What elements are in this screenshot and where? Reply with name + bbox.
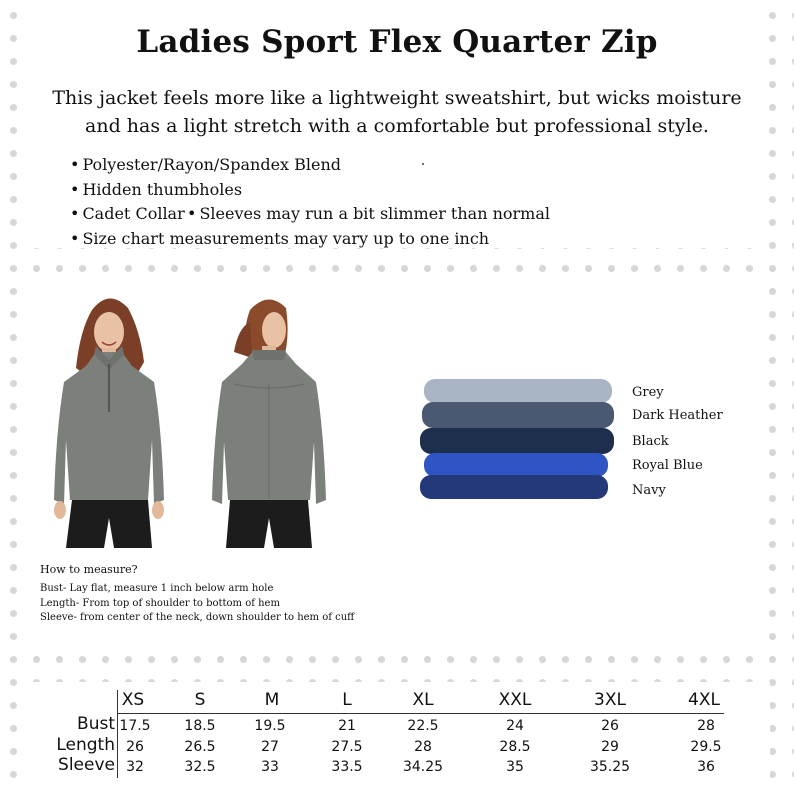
size-value-cell: 19.5 xyxy=(254,718,286,734)
size-value-cell: 24 xyxy=(506,718,524,734)
size-value-cell: 32 xyxy=(126,759,144,775)
face-shape xyxy=(94,312,124,352)
model-back-image xyxy=(204,292,334,550)
size-value-cell: 28.5 xyxy=(499,739,531,755)
color-label-dark-heather: Dark Heather xyxy=(632,408,723,423)
size-header: 3XL xyxy=(594,690,626,710)
length-instruction: Length- From top of shoulder to bottom of hem xyxy=(40,598,280,609)
size-value-cell: 26 xyxy=(601,718,619,734)
sleeve-instruction: Sleeve- from center of the neck, down shoulder to hem of cuff xyxy=(40,612,355,623)
model-front-image xyxy=(44,290,174,552)
size-value-cell: 29 xyxy=(601,739,619,755)
size-value-cell: 34.25 xyxy=(402,759,444,775)
size-value-cell: 18.5 xyxy=(184,718,216,734)
size-header: XL xyxy=(412,690,434,710)
row-label: Bust xyxy=(77,714,115,734)
hand-right-shape xyxy=(152,501,164,519)
size-header: 4XL xyxy=(688,690,720,710)
feature-item xyxy=(70,155,341,174)
pants-shape xyxy=(226,500,312,548)
swatch-dark-heather xyxy=(422,402,614,428)
feature-text: Cadet Collar xyxy=(82,204,185,223)
size-value-cell: 28 xyxy=(697,718,715,734)
feature-item xyxy=(70,229,489,248)
pants-shape xyxy=(66,500,152,548)
size-value-cell: 35 xyxy=(506,759,524,775)
size-header: L xyxy=(342,690,352,710)
swatch-royal-blue xyxy=(424,453,608,477)
size-value-cell: 29.5 xyxy=(690,739,722,755)
size-header: XS xyxy=(121,690,145,710)
product-description xyxy=(40,84,754,140)
size-value-cell: 26 xyxy=(126,739,144,755)
page-title: Ladies Sport Flex Quarter Zip xyxy=(136,24,658,60)
size-header: S xyxy=(194,690,206,710)
face-shape xyxy=(262,312,286,348)
feature-item xyxy=(187,204,550,223)
size-value-cell: 26.5 xyxy=(184,739,216,755)
feature-item xyxy=(70,204,185,223)
size-value-cell: 28 xyxy=(414,739,432,755)
hair-shape xyxy=(234,322,252,358)
feature-text: Polyester/Rayon/Spandex Blend xyxy=(82,155,342,174)
size-value-cell: 27.5 xyxy=(331,739,363,755)
swatch-grey xyxy=(424,379,612,403)
feature-item xyxy=(70,180,242,199)
description-line-1: This jacket feels more like a lightweight sweatshirt, but wicks moisture xyxy=(52,87,742,109)
size-value-cell: 35.25 xyxy=(589,759,631,775)
size-chart-panel xyxy=(28,682,770,792)
swatch-black xyxy=(420,428,614,454)
size-value-cell: 32.5 xyxy=(184,759,216,775)
description-line-2: and has a light stretch with a comfortable but professional style. xyxy=(85,115,709,137)
size-value-cell: 22.5 xyxy=(407,718,439,734)
size-value-cell: 33.5 xyxy=(331,759,363,775)
color-label-navy: Navy xyxy=(632,483,666,498)
size-header: XXL xyxy=(498,690,532,710)
size-value-cell: 33 xyxy=(261,759,279,775)
hand-left-shape xyxy=(54,501,66,519)
color-label-royal-blue: Royal Blue xyxy=(632,458,703,473)
row-label: Length xyxy=(56,735,115,755)
how-to-measure-heading: How to measure? xyxy=(40,563,138,576)
feature-text: Hidden thumbholes xyxy=(82,180,243,199)
feature-text: Sleeves may run a bit slimmer than normal xyxy=(199,204,551,223)
size-value-cell: 36 xyxy=(697,759,715,775)
folded-garment-stack xyxy=(418,378,618,502)
size-value-cell: 27 xyxy=(261,739,279,755)
swatch-navy xyxy=(420,475,608,499)
bullet-icon: • xyxy=(70,155,80,174)
stray-dot xyxy=(422,163,424,165)
color-label-grey: Grey xyxy=(632,385,664,400)
feature-text: Size chart measurements may vary up to one inch xyxy=(82,229,490,248)
size-value-cell: 17.5 xyxy=(119,718,151,734)
collar-shape xyxy=(252,350,286,360)
row-label: Sleeve xyxy=(58,755,115,775)
bust-instruction: Bust- Lay flat, measure 1 inch below arm hole xyxy=(40,583,274,594)
size-header: M xyxy=(264,690,280,710)
bullet-icon: • xyxy=(187,204,197,223)
bullet-icon: • xyxy=(70,180,80,199)
bullet-icon: • xyxy=(70,229,80,248)
bullet-icon: • xyxy=(70,204,80,223)
size-value-cell: 21 xyxy=(338,718,356,734)
color-label-black: Black xyxy=(632,434,669,449)
